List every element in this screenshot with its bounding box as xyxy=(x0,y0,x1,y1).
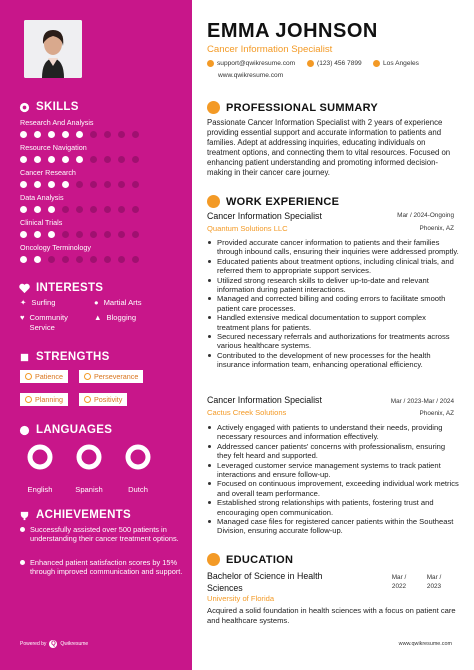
skill-label: Resource Navigation xyxy=(20,143,87,152)
summary-heading: PROFESSIONAL SUMMARY xyxy=(207,101,378,114)
location-icon xyxy=(373,60,380,67)
job-company: Cactus Creek Solutions xyxy=(207,408,287,417)
job-location: Phoenix, AZ xyxy=(419,410,454,417)
job-company: Quantum Solutions LLC xyxy=(207,224,288,233)
rating-dot xyxy=(48,256,55,263)
degree: Bachelor of Science in Health Sciences xyxy=(207,571,323,593)
rating-dot xyxy=(90,256,97,263)
strength-icon xyxy=(84,373,91,380)
skill-rating xyxy=(20,156,180,163)
job-bullet: Educated patients about treatment options, including clinical trials, and referred them to appropriate support services. xyxy=(213,257,459,276)
job-location: Phoenix, AZ xyxy=(419,225,454,232)
skill-item xyxy=(20,168,180,188)
language-item: Dutch xyxy=(120,444,156,494)
skill-rating xyxy=(20,131,180,138)
rating-dot xyxy=(76,256,83,263)
rating-dot xyxy=(132,156,139,163)
rating-dot xyxy=(118,181,125,188)
rating-dot xyxy=(34,156,41,163)
job-dates: Mar / 2024-Ongoing xyxy=(397,212,454,219)
rating-dot xyxy=(132,256,139,263)
rating-dot xyxy=(48,131,55,138)
contact-location: Los Angeles xyxy=(373,60,419,67)
rating-dot xyxy=(48,156,55,163)
martial-arts-icon: ● xyxy=(94,298,99,307)
skill-rating xyxy=(20,231,180,238)
rating-dot xyxy=(104,131,111,138)
rating-dot xyxy=(48,231,55,238)
globe-icon xyxy=(18,424,30,436)
strength-tag: Positivity xyxy=(79,393,127,406)
briefcase-icon xyxy=(207,195,220,208)
experience-heading: WORK EXPERIENCE xyxy=(207,195,339,208)
skill-label: Research And Analysis xyxy=(20,118,94,127)
skill-item xyxy=(20,193,180,213)
rating-dot xyxy=(76,131,83,138)
job-bullet: Provided accurate cancer information to patients and their families through inbound calls, ensuring their inquiries were addressed promptly. xyxy=(213,238,459,257)
rating-dot xyxy=(132,206,139,213)
job-bullets xyxy=(213,423,459,536)
job-dates: Mar / 2023-Mar / 2024 xyxy=(390,398,454,405)
job-bullet: Addressed cancer patients' concerns with professionalism, ensuring they felt heard and supported. xyxy=(213,442,459,461)
language-level-ring xyxy=(27,444,53,470)
rating-dot xyxy=(90,131,97,138)
powered-by: Powered by Q Qwikresume xyxy=(20,641,89,647)
job-bullet: Leveraged customer service management systems to track patient interactions and ensure follow-up. xyxy=(213,461,459,480)
skills-icon xyxy=(18,101,30,113)
user-icon xyxy=(207,101,220,114)
rating-dot xyxy=(62,206,69,213)
contact-email[interactable]: support@qwikresume.com xyxy=(207,60,295,67)
sidebar xyxy=(0,0,192,670)
achievement-item: Enhanced patient satisfaction scores by 15% through improved communication and support. xyxy=(20,558,185,577)
rating-dot xyxy=(90,156,97,163)
blog-icon: ▲ xyxy=(94,313,102,322)
rating-dot xyxy=(104,156,111,163)
skill-item xyxy=(20,243,180,263)
community-icon: ♥ xyxy=(20,313,25,322)
rating-dot xyxy=(20,206,27,213)
job-bullet: Managed and corrected billing and coding errors to facilitate smooth patient care processes. xyxy=(213,294,459,313)
skill-label: Clinical Trials xyxy=(20,218,63,227)
language-level-ring xyxy=(125,444,151,470)
job-title: Cancer Information Specialist xyxy=(207,395,322,405)
bullet-icon xyxy=(20,527,25,532)
rating-dot xyxy=(34,206,41,213)
skill-item xyxy=(20,218,180,238)
job-bullets xyxy=(213,238,459,370)
job-bullet: Secured necessary referrals and authorizations for treatments across various healthcare systems. xyxy=(213,332,459,351)
rating-dot xyxy=(34,231,41,238)
education-start: Mar / 2022 xyxy=(391,574,407,590)
rating-dot xyxy=(132,131,139,138)
rating-dot xyxy=(104,256,111,263)
job-bullet: Managed case files for registered cancer patients within the Southeast Division, ensuring accurate follow-up. xyxy=(213,517,459,536)
rating-dot xyxy=(76,206,83,213)
strength-tag: Patience xyxy=(20,370,68,383)
strength-icon xyxy=(25,373,32,380)
skill-label: Cancer Research xyxy=(20,168,76,177)
job-bullet: Handled extensive medical documentation to support complex treatment plans for patients. xyxy=(213,313,459,332)
interest-item: ▲ Blogging xyxy=(94,313,137,322)
rating-dot xyxy=(118,206,125,213)
achievement-item: Successfully assisted over 500 patients in understanding their cancer treatment options. xyxy=(20,525,185,544)
candidate-name: EMMA JOHNSON xyxy=(207,20,378,42)
footer-website: www.qwikresume.com xyxy=(398,641,452,647)
rating-dot xyxy=(118,131,125,138)
rating-dot xyxy=(62,156,69,163)
rating-dot xyxy=(62,231,69,238)
achievements-heading: ACHIEVEMENTS xyxy=(18,509,131,521)
skill-item xyxy=(20,143,180,163)
skills-heading: SKILLS xyxy=(18,101,79,113)
graduation-cap-icon xyxy=(207,553,220,566)
bullet-icon xyxy=(20,560,25,565)
job-bullet: Contributed to the development of new processes for the health insurance information team, enhancing operational efficiency. xyxy=(213,351,459,370)
qwikresume-logo-icon: Q xyxy=(51,641,56,647)
job-title: Cancer Information Specialist xyxy=(207,211,322,221)
strength-icon xyxy=(25,396,32,403)
interests-heading: INTERESTS xyxy=(18,282,103,294)
rating-dot xyxy=(20,181,27,188)
profile-photo xyxy=(24,20,82,78)
surf-icon: ✦ xyxy=(20,298,27,307)
languages-heading: LANGUAGES xyxy=(18,424,112,436)
skill-rating xyxy=(20,206,180,213)
interest-item: ♥ Community Service xyxy=(20,313,68,332)
rating-dot xyxy=(76,156,83,163)
rating-dot xyxy=(34,131,41,138)
education-heading: EDUCATION xyxy=(207,553,293,566)
rating-dot xyxy=(62,131,69,138)
rating-dot xyxy=(104,231,111,238)
contact-website[interactable]: www.qwikresume.com xyxy=(218,72,284,79)
education-description: Acquired a solid foundation in health sciences with a focus on patient care and healthcare systems. xyxy=(207,606,456,625)
skill-label: Oncology Terminology xyxy=(20,243,91,252)
language-level-ring xyxy=(76,444,102,470)
rating-dot xyxy=(20,156,27,163)
skill-rating xyxy=(20,181,180,188)
rating-dot xyxy=(76,181,83,188)
heart-icon xyxy=(18,282,30,294)
strength-icon xyxy=(84,396,91,403)
trophy-icon xyxy=(18,509,30,521)
rating-dot xyxy=(90,206,97,213)
rating-dot xyxy=(104,181,111,188)
contact-phone: (123) 456 7899 xyxy=(307,60,362,67)
star-icon xyxy=(18,351,30,363)
rating-dot xyxy=(48,206,55,213)
rating-dot xyxy=(76,231,83,238)
strength-tag: Perseverance xyxy=(79,370,143,383)
rating-dot xyxy=(48,181,55,188)
email-icon xyxy=(207,60,214,67)
job-bullet: Focused on continuous improvement, exceeding individual work metrics and overall team performance. xyxy=(213,479,459,498)
rating-dot xyxy=(20,231,27,238)
language-item: Spanish xyxy=(71,444,107,494)
rating-dot xyxy=(20,256,27,263)
language-item: English xyxy=(22,444,58,494)
rating-dot xyxy=(118,231,125,238)
strengths-heading: STRENGTHS xyxy=(18,351,110,363)
interest-item: ✦ Surfing xyxy=(20,298,56,307)
skill-label: Data Analysis xyxy=(20,193,64,202)
summary-text: Passionate Cancer Information Specialist with 2 years of experience providing essential support and accurate information to patients and families. Adept at addressing inquiries, educating individuals on treatment options, and connecting them to vital resources. Focused on enhancing patient understanding and promoting informed decision-making in their cancer care journey. xyxy=(207,118,451,178)
job-bullet: Utilized strong research skills to deliver up-to-date and relevant information during patient interactions. xyxy=(213,276,459,295)
rating-dot xyxy=(90,181,97,188)
rating-dot xyxy=(132,231,139,238)
school: University of Florida xyxy=(207,594,275,603)
rating-dot xyxy=(62,181,69,188)
rating-dot xyxy=(90,231,97,238)
skill-item xyxy=(20,118,180,138)
rating-dot xyxy=(104,206,111,213)
rating-dot xyxy=(132,181,139,188)
rating-dot xyxy=(34,256,41,263)
job-bullet: Actively engaged with patients to understand their needs, providing necessary resources and information effectively. xyxy=(213,423,459,442)
candidate-title: Cancer Information Specialist xyxy=(207,44,333,55)
rating-dot xyxy=(34,181,41,188)
skill-rating xyxy=(20,256,180,263)
job-bullet: Established strong relationships with patients, fostering trust and encouraging open communication. xyxy=(213,498,459,517)
rating-dot xyxy=(20,131,27,138)
education-end: Mar / 2023 xyxy=(426,574,442,590)
phone-icon xyxy=(307,60,314,67)
interest-item: ● Martial Arts xyxy=(94,298,142,307)
rating-dot xyxy=(62,256,69,263)
rating-dot xyxy=(118,156,125,163)
strength-tag: Planning xyxy=(20,393,68,406)
rating-dot xyxy=(118,256,125,263)
